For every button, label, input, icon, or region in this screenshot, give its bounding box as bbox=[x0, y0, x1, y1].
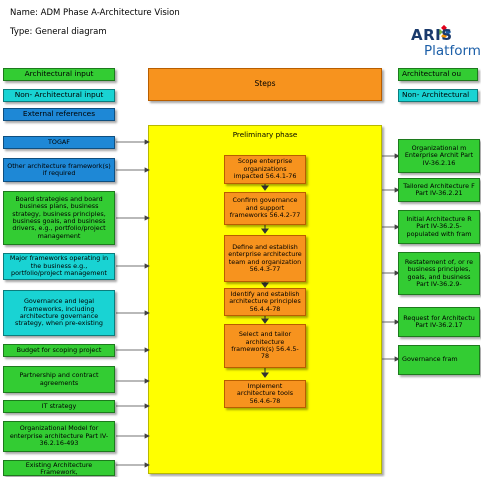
output-request-architecture-work[interactable]: Request for Architectu Part IV-36.2.17 bbox=[398, 307, 480, 337]
diagram-name: Name: ADM Phase A-Architecture Vision bbox=[10, 8, 180, 18]
input-budget-scoping-project[interactable]: Budget for scoping project bbox=[3, 344, 115, 357]
step-confirm-governance-frameworks[interactable]: Confirm governance and support frameworks 56.4.2-77 bbox=[224, 192, 306, 225]
step-define-architecture-team[interactable]: Define and establish enterprise architecture team and organization 56.4.3-77 bbox=[224, 235, 306, 282]
step-implement-architecture-tools[interactable]: Implement architecture tools 56.4.6-78 bbox=[224, 380, 306, 408]
preliminary-phase-title: Preliminary phase bbox=[232, 130, 298, 139]
output-restatement-business-principles[interactable]: Restatement of, or re business principles, goals, and business Part IV-36.2.9- bbox=[398, 252, 480, 295]
output-initial-architecture-repository[interactable]: Initial Architecture R Part IV-36.2.5- populated with fram bbox=[398, 210, 480, 244]
steps-header: Steps bbox=[148, 68, 382, 101]
legend-non-architectural-input: Non- Architectural input bbox=[3, 89, 115, 102]
logo-word-aris: ARIS bbox=[411, 26, 453, 44]
input-partnership-contract-agreements[interactable]: Partnership and contract agreements bbox=[3, 366, 115, 393]
legend-architectural-output: Architectural ou bbox=[398, 68, 478, 81]
input-major-frameworks[interactable]: Major frameworks operating in the business e.g., portfolio/project management bbox=[3, 253, 115, 280]
input-it-strategy[interactable]: IT strategy bbox=[3, 400, 115, 413]
legend-external-references: External references bbox=[3, 108, 115, 121]
logo-word-platform: Platform bbox=[424, 43, 481, 59]
input-organizational-model[interactable]: Organizational Model for enterprise architecture Part IV-36.2.16-493 bbox=[3, 421, 115, 452]
output-governance-framework[interactable]: Governance fram bbox=[398, 345, 480, 375]
input-togaf[interactable]: TOGAF bbox=[3, 136, 115, 149]
input-existing-architecture-framework[interactable]: Existing Architecture Framework, bbox=[3, 460, 115, 476]
diagram-type: Type: General diagram bbox=[10, 27, 107, 37]
input-other-architecture-frameworks[interactable]: Other architecture framework(s) if required bbox=[3, 158, 115, 182]
input-governance-legal-frameworks[interactable]: Governance and legal frameworks, including architecture governance strategy, when pre-existing bbox=[3, 290, 115, 336]
legend-non-architectural-output: Non- Architectural bbox=[398, 89, 478, 102]
step-scope-enterprise-organizations[interactable]: Scope enterprise organizations impacted 56.4.1-76 bbox=[224, 155, 306, 184]
legend-architectural-input: Architectural input bbox=[3, 68, 115, 81]
output-tailored-architecture-framework[interactable]: Tailored Architecture F Part IV-36.2.21 bbox=[398, 178, 480, 202]
input-board-strategies[interactable]: Board strategies and board business plans, business strategy, business principles, business goals, and business drivers, e.g., portfolio/project management bbox=[3, 191, 115, 245]
output-organizational-model[interactable]: Organizational m Enterprise Archit Part IV-36.2.16 bbox=[398, 139, 480, 173]
step-select-tailor-framework[interactable]: Select and tailor architecture framework(s) 56.4.5-78 bbox=[224, 324, 306, 368]
step-identify-architecture-principles[interactable]: Identify and establish architecture principles 56.4.4-78 bbox=[224, 288, 306, 316]
aris-logo bbox=[404, 18, 481, 62]
